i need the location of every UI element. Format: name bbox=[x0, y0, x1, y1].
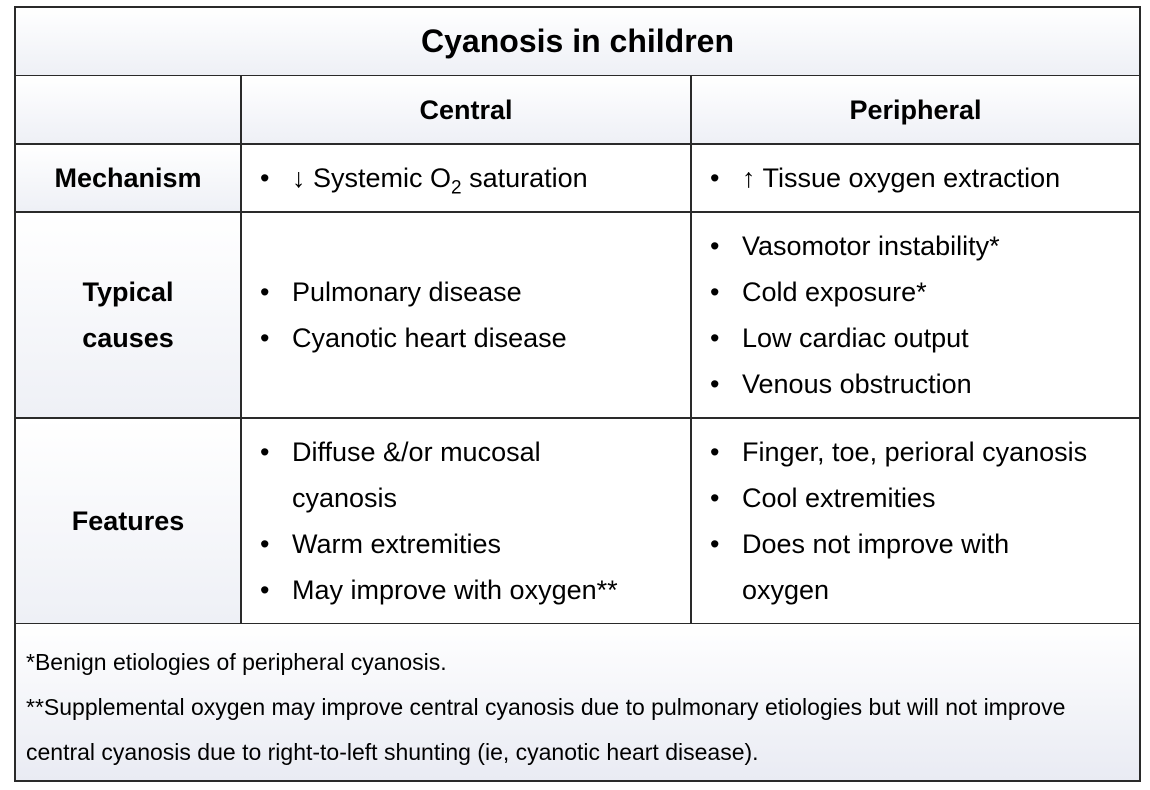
mechanism-peripheral-cell bbox=[692, 145, 1139, 211]
row-label-causes-line2: causes bbox=[82, 323, 174, 353]
mechanism-central-text: ↓ Systemic O bbox=[292, 163, 452, 193]
list-item: • Cold exposure* bbox=[692, 269, 1000, 315]
row-label-causes-line1: Typical bbox=[82, 277, 174, 307]
mechanism-central-cell bbox=[242, 145, 690, 211]
list-item: • Venous obstruction bbox=[692, 361, 1000, 407]
causes-peripheral-cell bbox=[692, 213, 1139, 417]
list-item: • Finger, toe, perioral cyanosis bbox=[692, 429, 1122, 475]
table-title: Cyanosis in children bbox=[421, 23, 734, 59]
table-title-row bbox=[16, 8, 1139, 76]
list-item: • Cool extremities bbox=[692, 475, 1122, 521]
subscript: 2 bbox=[451, 177, 462, 199]
row-label-causes bbox=[16, 213, 240, 417]
list-item: • Cyanotic heart disease bbox=[242, 315, 567, 361]
row-label-features-text: Features bbox=[71, 506, 185, 536]
list-item bbox=[242, 155, 588, 201]
list-item: • Pulmonary disease bbox=[242, 269, 567, 315]
footnotes bbox=[16, 624, 1139, 780]
row-label-mechanism bbox=[16, 145, 240, 211]
header-central-label: Central bbox=[419, 94, 513, 125]
row-label-mechanism-text: Mechanism bbox=[54, 163, 202, 193]
list-item: • Warm extremities bbox=[242, 521, 642, 567]
footnote-2: **Supplemental oxygen may improve central cyanosis due to pulmonary etiologies but will not improve central cyanosis due to right-to-left shunting (ie, cyanotic heart disease). bbox=[26, 694, 1066, 765]
mechanism-central-suffix: saturation bbox=[461, 163, 588, 193]
list-item: • May improve with oxygen** bbox=[242, 567, 642, 613]
list-item: • Does not improve with oxygen bbox=[692, 521, 1072, 613]
list-item: • Low cardiac output bbox=[692, 315, 1000, 361]
list-item: • Diffuse &/or mucosal cyanosis bbox=[242, 429, 642, 521]
list-item: • ↑ Tissue oxygen extraction bbox=[692, 155, 1060, 201]
cyanosis-table bbox=[14, 6, 1141, 782]
features-peripheral-cell bbox=[692, 419, 1139, 623]
causes-central-cell bbox=[242, 213, 690, 417]
header-central bbox=[242, 77, 690, 143]
features-central-cell bbox=[242, 419, 690, 623]
header-peripheral bbox=[692, 77, 1139, 143]
header-peripheral-label: Peripheral bbox=[849, 94, 982, 125]
header-empty-cell bbox=[16, 77, 240, 143]
list-item: • Vasomotor instability* bbox=[692, 223, 1000, 269]
row-label-features bbox=[16, 419, 240, 623]
footnote-1: *Benign etiologies of peripheral cyanosis. bbox=[26, 649, 447, 675]
